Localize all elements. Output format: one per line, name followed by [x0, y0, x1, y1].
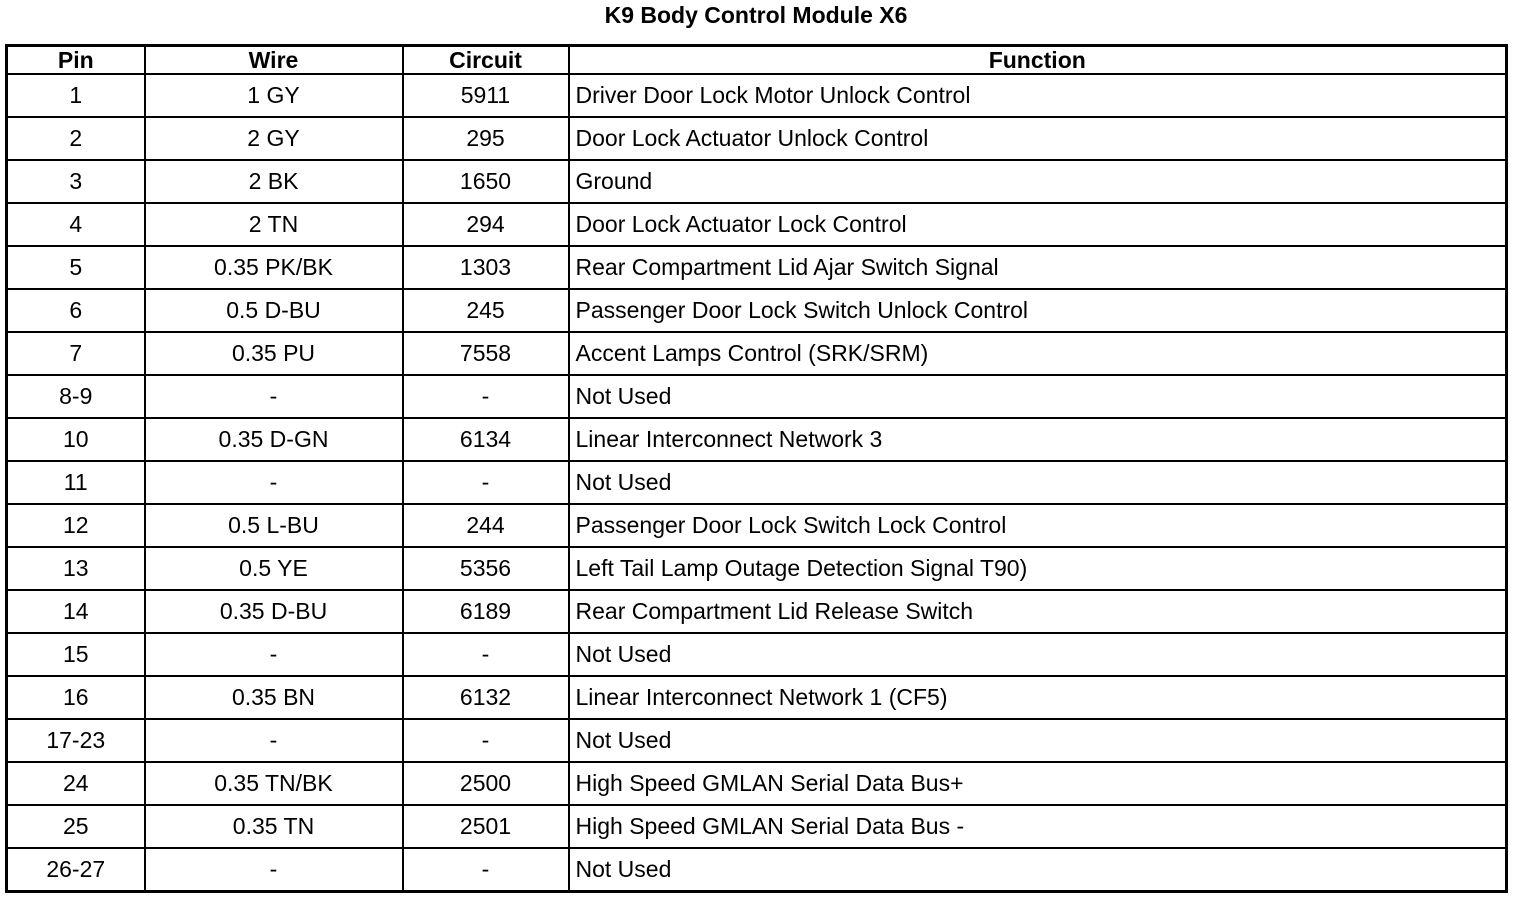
function-cell: Passenger Door Lock Switch Lock Control	[569, 504, 1507, 547]
table-row	[7, 590, 1507, 633]
wire-cell: 0.5 D-BU	[145, 289, 403, 332]
function-cell: Ground	[569, 160, 1507, 203]
table-row	[7, 117, 1507, 160]
table-row	[7, 289, 1507, 332]
table-row	[7, 74, 1507, 117]
function-cell: Accent Lamps Control (SRK/SRM)	[569, 332, 1507, 375]
table-row	[7, 246, 1507, 289]
function-cell: Left Tail Lamp Outage Detection Signal T90)	[569, 547, 1507, 590]
circuit-cell: 7558	[403, 332, 569, 375]
wire-cell: 0.35 BN	[145, 676, 403, 719]
pin-cell: 10	[7, 418, 145, 461]
column-header-wire: Wire	[145, 46, 403, 75]
function-cell: Not Used	[569, 375, 1507, 418]
pin-cell: 12	[7, 504, 145, 547]
table-body	[7, 74, 1507, 892]
wire-cell: 2 GY	[145, 117, 403, 160]
circuit-cell: 1650	[403, 160, 569, 203]
circuit-cell: 1303	[403, 246, 569, 289]
function-cell: Linear Interconnect Network 3	[569, 418, 1507, 461]
table-row	[7, 848, 1507, 892]
circuit-cell: -	[403, 375, 569, 418]
circuit-cell: -	[403, 461, 569, 504]
table-row	[7, 805, 1507, 848]
wire-cell: 0.35 TN	[145, 805, 403, 848]
circuit-cell: 6189	[403, 590, 569, 633]
pin-cell: 1	[7, 74, 145, 117]
wire-cell: -	[145, 633, 403, 676]
table-row	[7, 504, 1507, 547]
column-header-pin: Pin	[7, 46, 145, 75]
pin-cell: 6	[7, 289, 145, 332]
wire-cell: -	[145, 848, 403, 892]
table-row	[7, 418, 1507, 461]
pin-cell: 16	[7, 676, 145, 719]
wire-cell: 0.35 PU	[145, 332, 403, 375]
table-row	[7, 375, 1507, 418]
table-row	[7, 547, 1507, 590]
function-cell: Rear Compartment Lid Ajar Switch Signal	[569, 246, 1507, 289]
wire-cell: 2 BK	[145, 160, 403, 203]
wire-cell: -	[145, 461, 403, 504]
table-row	[7, 676, 1507, 719]
function-cell: Not Used	[569, 719, 1507, 762]
function-cell: Not Used	[569, 633, 1507, 676]
function-cell: Not Used	[569, 848, 1507, 892]
table-row	[7, 461, 1507, 504]
circuit-cell: 2501	[403, 805, 569, 848]
pin-cell: 8-9	[7, 375, 145, 418]
circuit-cell: -	[403, 719, 569, 762]
wire-cell: 1 GY	[145, 74, 403, 117]
table-row	[7, 762, 1507, 805]
table-header-row	[7, 46, 1507, 75]
circuit-cell: 6134	[403, 418, 569, 461]
circuit-cell: -	[403, 633, 569, 676]
page-title: K9 Body Control Module X6	[604, 2, 908, 28]
column-header-function: Function	[569, 46, 1507, 75]
table-row	[7, 332, 1507, 375]
circuit-cell: 5356	[403, 547, 569, 590]
circuit-cell: 244	[403, 504, 569, 547]
table-row	[7, 719, 1507, 762]
wire-cell: 0.35 D-GN	[145, 418, 403, 461]
function-cell: Not Used	[569, 461, 1507, 504]
wire-cell: -	[145, 719, 403, 762]
wire-cell: -	[145, 375, 403, 418]
column-header-circuit: Circuit	[403, 46, 569, 75]
wire-cell: 0.35 TN/BK	[145, 762, 403, 805]
wire-cell: 0.35 PK/BK	[145, 246, 403, 289]
circuit-cell: 5911	[403, 74, 569, 117]
pin-cell: 15	[7, 633, 145, 676]
table-row	[7, 160, 1507, 203]
connector-pinout-table	[5, 44, 1508, 893]
function-cell: Driver Door Lock Motor Unlock Control	[569, 74, 1507, 117]
function-cell: Rear Compartment Lid Release Switch	[569, 590, 1507, 633]
circuit-cell: 245	[403, 289, 569, 332]
wire-cell: 0.5 L-BU	[145, 504, 403, 547]
pin-cell: 25	[7, 805, 145, 848]
function-cell: Door Lock Actuator Unlock Control	[569, 117, 1507, 160]
circuit-cell: 2500	[403, 762, 569, 805]
circuit-cell: 295	[403, 117, 569, 160]
pin-cell: 11	[7, 461, 145, 504]
pin-cell: 5	[7, 246, 145, 289]
function-cell: High Speed GMLAN Serial Data Bus+	[569, 762, 1507, 805]
circuit-cell: -	[403, 848, 569, 892]
pin-cell: 14	[7, 590, 145, 633]
circuit-cell: 6132	[403, 676, 569, 719]
wire-cell: 2 TN	[145, 203, 403, 246]
wire-cell: 0.35 D-BU	[145, 590, 403, 633]
function-cell: Door Lock Actuator Lock Control	[569, 203, 1507, 246]
pin-cell: 4	[7, 203, 145, 246]
pin-cell: 17-23	[7, 719, 145, 762]
table-row	[7, 203, 1507, 246]
pin-cell: 2	[7, 117, 145, 160]
pin-cell: 24	[7, 762, 145, 805]
pin-cell: 7	[7, 332, 145, 375]
table-row	[7, 633, 1507, 676]
circuit-cell: 294	[403, 203, 569, 246]
wire-cell: 0.5 YE	[145, 547, 403, 590]
pin-cell: 26-27	[7, 848, 145, 892]
function-cell: Linear Interconnect Network 1 (CF5)	[569, 676, 1507, 719]
function-cell: High Speed GMLAN Serial Data Bus -	[569, 805, 1507, 848]
function-cell: Passenger Door Lock Switch Unlock Control	[569, 289, 1507, 332]
pin-cell: 3	[7, 160, 145, 203]
pin-cell: 13	[7, 547, 145, 590]
